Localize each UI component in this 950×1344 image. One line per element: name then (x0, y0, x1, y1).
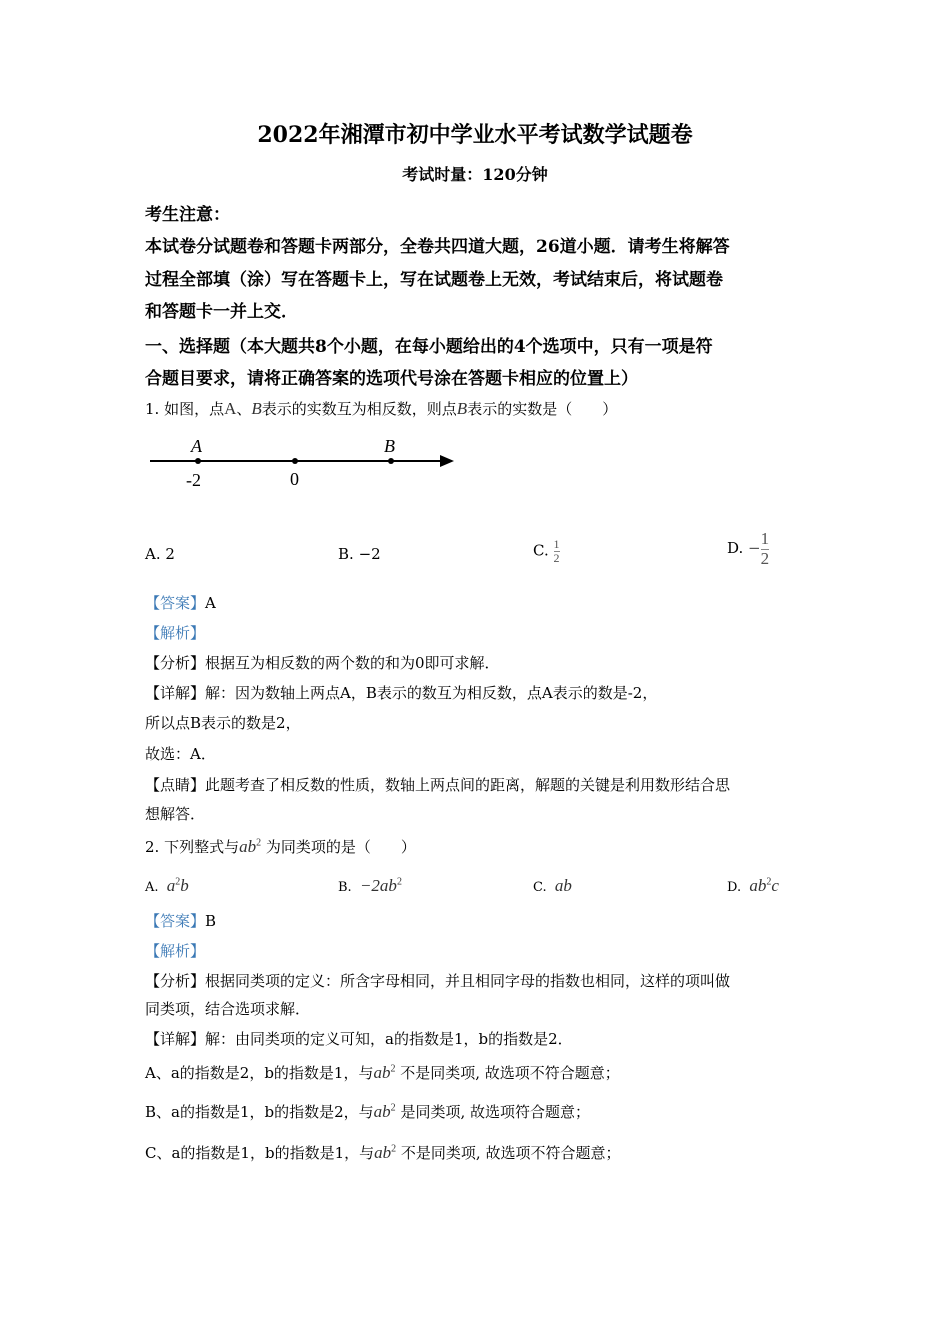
tag: 【分析】 (145, 972, 206, 990)
option-a[interactable] (145, 545, 175, 563)
label-a: A (191, 436, 202, 456)
math: B (251, 399, 262, 418)
text: 不是同类项, 故选项不符合题意； (400, 1144, 621, 1162)
notice-line: 和答题卡一并上交． (145, 302, 298, 322)
text: 1. 如图，点 (145, 400, 225, 418)
analysis-item (145, 1062, 620, 1083)
xiangjie-line (145, 682, 657, 703)
label-b: B (384, 436, 395, 456)
option-c[interactable] (533, 538, 560, 565)
option-a[interactable] (145, 876, 189, 896)
option-label: B. (338, 545, 354, 563)
fenxi-line (145, 970, 730, 991)
option-label: D. (727, 539, 744, 558)
math: c (771, 876, 779, 895)
exam-duration: 考试时量：120分钟 (402, 165, 548, 184)
numerator: 1 (553, 537, 560, 551)
answer-value: A (205, 594, 216, 612)
option-label: D. (727, 880, 742, 895)
point-origin (292, 458, 298, 464)
denominator: 2 (760, 548, 770, 568)
math: a (166, 876, 176, 895)
text: 解：由同类项的定义可知，a的指数是1，b的指数是2． (205, 1030, 573, 1048)
option-label: A. (145, 545, 161, 563)
text: 根据同类项的定义：所含字母相同，并且相同字母的指数也相同，这样的项叫做 (205, 972, 731, 990)
text: 2. 下列整式与 (145, 838, 240, 856)
question-2-stem (145, 836, 416, 857)
point-b (388, 458, 394, 464)
math: ab (749, 876, 767, 895)
xiangjie-line (145, 1028, 573, 1049)
notice-heading: 考生注意： (145, 205, 230, 225)
option-b[interactable] (338, 876, 402, 896)
tag: 【详解】 (145, 1030, 206, 1048)
page-title: 2022年湘潭市初中学业水平考试数学试题卷 (257, 122, 693, 148)
math-base: ab (239, 837, 257, 856)
math: ab (373, 1102, 391, 1121)
analysis-item (145, 1142, 620, 1163)
text: 是同类项, 故选项符合题意； (400, 1103, 590, 1121)
option-label: C. (533, 541, 549, 560)
option-value: −2 (358, 545, 381, 563)
exponent: 2 (766, 876, 772, 888)
answer-tag: 【答案】 (145, 912, 206, 930)
math: ab (554, 876, 572, 895)
exponent: 2 (390, 1102, 396, 1114)
tag: 【点睛】 (145, 776, 206, 794)
math: ab (373, 1063, 391, 1082)
math: A (224, 399, 237, 418)
text: 根据互为相反数的两个数的和为0即可求解． (205, 654, 500, 672)
section-heading: 合题目要求，请将正确答案的选项代号涂在答题卡相应的位置上） (145, 369, 638, 389)
math: −2ab (359, 876, 397, 895)
dianjing-line (145, 774, 730, 795)
fenxi-line: 同类项，结合选项求解． (145, 1000, 311, 1018)
text: 表示的实数是（ ） (467, 400, 618, 418)
option-d[interactable] (727, 530, 769, 568)
text: 不是同类项, 故选项不符合题意； (400, 1064, 620, 1082)
option-value: 2 (165, 545, 175, 563)
math: ab (374, 1143, 392, 1162)
math (239, 837, 261, 856)
arrow-icon (440, 455, 454, 467)
tag: 【详解】 (145, 684, 206, 702)
text: 为同类项的是（ ） (265, 838, 416, 856)
exponent: 2 (391, 1143, 397, 1155)
notice-line: 过程全部填（涂）写在答题卡上，写在试题卷上无效，考试结束后，将试题卷 (145, 270, 723, 290)
exponent: 2 (175, 876, 181, 888)
point-a (195, 458, 201, 464)
tag: 【分析】 (145, 654, 206, 672)
xiangjie-line: 所以点B表示的数是2， (145, 714, 301, 732)
option-label: A. (145, 880, 159, 895)
text: B、a的指数是1，b的指数是2，与 (145, 1103, 374, 1121)
answer-line (145, 910, 216, 931)
answer-tag: 【答案】 (145, 594, 206, 612)
option-d[interactable] (727, 876, 779, 896)
xiangjie-line: 故选：A． (145, 745, 216, 763)
math: B (456, 399, 468, 418)
notice-line: 本试卷分试题卷和答题卡两部分，全卷共四道大题，26道小题．请考生将解答 (145, 237, 730, 257)
option-c[interactable] (533, 876, 572, 896)
analysis-tag: 【解析】 (145, 624, 206, 642)
option-label: C. (533, 880, 547, 895)
tick-label: 0 (290, 469, 299, 489)
option-label: B. (338, 880, 352, 895)
sign: − (748, 539, 761, 558)
tick-label: -2 (186, 470, 201, 490)
answer-value: B (205, 912, 217, 930)
answer-line (145, 592, 216, 613)
text: C、a的指数是1，b的指数是1，与 (145, 1144, 375, 1162)
denominator: 2 (553, 551, 560, 566)
analysis-item (145, 1101, 590, 1122)
text: 、 (236, 400, 252, 418)
number-line-figure (148, 430, 460, 495)
numerator: 1 (760, 529, 770, 548)
option-b[interactable] (338, 545, 381, 563)
text: A、a的指数是2，b的指数是1，与 (145, 1064, 374, 1082)
question-1-stem (145, 398, 617, 419)
exponent: 2 (396, 876, 402, 888)
math: b (180, 876, 189, 895)
section-heading: 一、选择题（本大题共8个小题，在每小题给出的4个选项中，只有一项是符 (145, 337, 713, 357)
exponent: 2 (390, 1063, 396, 1075)
text: 解：因为数轴上两点A，B表示的数互为相反数，点A表示的数是-2， (205, 684, 658, 702)
dianjing-line: 想解答． (145, 805, 206, 823)
exponent: 2 (256, 837, 262, 849)
fenxi-line (145, 652, 500, 673)
analysis-tag: 【解析】 (145, 942, 206, 960)
text: 表示的实数互为相反数，则点 (261, 400, 457, 418)
text: 此题考查了相反数的性质，数轴上两点间的距离，解题的关键是利用数形结合思 (205, 776, 731, 794)
